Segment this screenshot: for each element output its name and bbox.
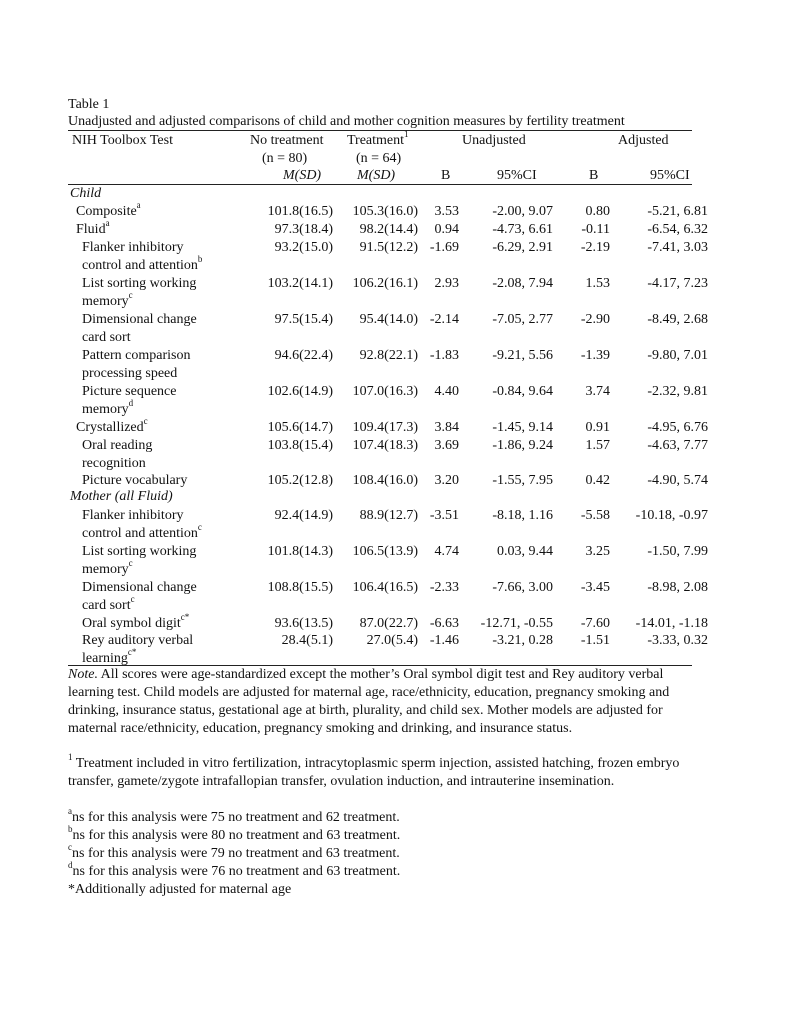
- row-label: Flanker inhibitory: [82, 508, 184, 523]
- cell-b-adjusted: 1.57: [585, 438, 610, 453]
- cell-ci-unadjusted: -6.29, 2.91: [492, 240, 553, 255]
- cell-ci-adjusted: -3.33, 0.32: [647, 633, 708, 648]
- header-no-treatment-n: (n = 80): [262, 151, 308, 166]
- cell-no-treatment: 101.8(14.3): [267, 544, 333, 559]
- section-child: Child: [70, 186, 102, 201]
- row-label-cont: processing speed: [82, 366, 178, 381]
- cell-treatment: 98.2(14.4): [359, 222, 418, 237]
- cell-b-adjusted: 3.25: [585, 544, 610, 559]
- row-label: Crystallized$^c$: [76, 416, 148, 435]
- cell-treatment: 106.2(16.1): [352, 276, 418, 291]
- header-adjusted: Adjusted: [618, 133, 669, 148]
- row-label: Rey auditory verbal: [82, 633, 194, 648]
- cell-treatment: 27.0(5.4): [366, 633, 418, 648]
- cell-treatment: 91.5(12.2): [359, 240, 418, 255]
- header-msd-2: M(SD): [357, 168, 396, 183]
- cell-ci-adjusted: -4.95, 6.76: [647, 420, 708, 435]
- cell-no-treatment: 103.2(14.1): [267, 276, 333, 291]
- cell-b-adjusted: -0.11: [581, 222, 610, 237]
- cell-ci-unadjusted: -2.00, 9.07: [492, 204, 553, 219]
- cell-ci-adjusted: -10.18, -0.97: [635, 508, 708, 523]
- cell-b-unadjusted: 3.20: [434, 473, 459, 488]
- cell-treatment: 106.5(13.9): [352, 544, 418, 559]
- row-label-cont: control and attention$^b$: [82, 254, 203, 273]
- cell-ci-adjusted: -2.32, 9.81: [647, 384, 708, 399]
- cell-no-treatment: 105.6(14.7): [267, 420, 333, 435]
- cell-b-unadjusted: -1.46: [429, 633, 459, 648]
- header-unadjusted: Unadjusted: [462, 133, 526, 148]
- table-caption: Unadjusted and adjusted comparisons of child and mother cognition measures by fertility treatment: [68, 114, 625, 129]
- footnote-d: $^d$ns for this analysis were 76 no treatment and 63 treatment.: [68, 860, 401, 879]
- cell-no-treatment: 97.5(15.4): [274, 312, 333, 327]
- top-rule: [68, 130, 692, 131]
- footnote-1: $^1$ Treatment included in vitro fertilization, intracytoplasmic sperm injection, assisted hatching, frozen embryo transfer, gamete/zygote intrafallopian transfer, ovulation induction, and intrauterine insemination.: [68, 752, 680, 789]
- table-label: Table 1: [68, 97, 110, 112]
- cell-b-unadjusted: 3.69: [434, 438, 459, 453]
- header-test: NIH Toolbox Test: [72, 133, 173, 148]
- cell-ci-adjusted: -4.63, 7.77: [647, 438, 708, 453]
- row-label: Picture sequence: [82, 384, 177, 399]
- cell-b-adjusted: -3.45: [580, 580, 610, 595]
- cell-ci-unadjusted: -1.55, 7.95: [492, 473, 553, 488]
- cell-ci-unadjusted: -7.05, 2.77: [492, 312, 553, 327]
- cell-b-adjusted: -7.60: [580, 616, 610, 631]
- section-mother: Mother (all Fluid): [70, 489, 173, 504]
- cell-ci-unadjusted: -12.71, -0.55: [480, 616, 553, 631]
- cell-b-unadjusted: 4.74: [434, 544, 459, 559]
- cell-no-treatment: 93.6(13.5): [274, 616, 333, 631]
- row-label: Dimensional change: [82, 580, 197, 595]
- cell-ci-unadjusted: -1.86, 9.24: [492, 438, 553, 453]
- cell-ci-adjusted: -8.98, 2.08: [647, 580, 708, 595]
- row-label-cont: recognition: [82, 456, 146, 471]
- row-label: List sorting working: [82, 276, 197, 291]
- cell-treatment: 107.0(16.3): [352, 384, 418, 399]
- row-label: List sorting working: [82, 544, 197, 559]
- cell-no-treatment: 97.3(18.4): [274, 222, 333, 237]
- row-label-cont: card sort$^c$: [82, 594, 135, 613]
- row-label-cont: memory$^c$: [82, 290, 133, 309]
- cell-b-adjusted: 1.53: [585, 276, 610, 291]
- row-label-cont: memory$^d$: [82, 398, 134, 417]
- header-treatment: Treatment$^1$: [347, 129, 409, 148]
- cell-ci-adjusted: -7.41, 3.03: [647, 240, 708, 255]
- cell-b-unadjusted: -1.83: [429, 348, 459, 363]
- cell-b-unadjusted: -2.14: [429, 312, 459, 327]
- header-msd-1: M(SD): [283, 168, 322, 183]
- header-ci-1: 95%CI: [497, 168, 537, 183]
- row-label: Dimensional change: [82, 312, 197, 327]
- cell-b-unadjusted: -6.63: [429, 616, 459, 631]
- cell-ci-unadjusted: -1.45, 9.14: [492, 420, 553, 435]
- cell-no-treatment: 102.6(14.9): [267, 384, 333, 399]
- row-label: Oral symbol digit$^{c*}$: [82, 612, 190, 631]
- header-b-2: B: [589, 168, 599, 183]
- row-label: Oral reading: [82, 438, 153, 453]
- cell-no-treatment: 28.4(5.1): [281, 633, 333, 648]
- row-label: Picture vocabulary: [82, 473, 188, 488]
- cell-ci-unadjusted: -4.73, 6.61: [492, 222, 553, 237]
- cell-ci-adjusted: -4.17, 7.23: [647, 276, 708, 291]
- cell-b-unadjusted: -3.51: [429, 508, 459, 523]
- cell-treatment: 87.0(22.7): [359, 616, 418, 631]
- cell-b-unadjusted: 2.93: [434, 276, 459, 291]
- cell-b-adjusted: 0.80: [585, 204, 610, 219]
- cell-b-adjusted: 0.42: [585, 473, 610, 488]
- header-treatment-n: (n = 64): [356, 151, 402, 166]
- cell-b-adjusted: -2.90: [580, 312, 610, 327]
- footnote-b: $^b$ns for this analysis were 80 no treatment and 63 treatment.: [68, 824, 401, 843]
- footnote-star: *Additionally adjusted for maternal age: [68, 882, 292, 897]
- cell-no-treatment: 94.6(22.4): [274, 348, 333, 363]
- row-label: Flanker inhibitory: [82, 240, 184, 255]
- cell-treatment: 107.4(18.3): [352, 438, 418, 453]
- footnote-c: $^c$ns for this analysis were 79 no treatment and 63 treatment.: [68, 842, 400, 861]
- row-label: Fluid$^a$: [76, 218, 110, 237]
- header-b-1: B: [441, 168, 451, 183]
- cell-b-unadjusted: 3.53: [434, 204, 459, 219]
- cell-treatment: 95.4(14.0): [359, 312, 418, 327]
- cell-ci-unadjusted: -8.18, 1.16: [492, 508, 553, 523]
- cell-treatment: 108.4(16.0): [352, 473, 418, 488]
- cell-b-adjusted: -2.19: [580, 240, 610, 255]
- cell-ci-adjusted: -1.50, 7.99: [647, 544, 708, 559]
- cell-treatment: 106.4(16.5): [352, 580, 418, 595]
- cell-ci-unadjusted: -2.08, 7.94: [492, 276, 553, 291]
- row-label-cont: memory$^c$: [82, 558, 133, 577]
- cell-b-adjusted: -1.39: [580, 348, 610, 363]
- cell-b-unadjusted: -2.33: [429, 580, 459, 595]
- cell-ci-unadjusted: -0.84, 9.64: [492, 384, 553, 399]
- row-label: Composite$^a$: [76, 200, 141, 219]
- cell-treatment: 105.3(16.0): [352, 204, 418, 219]
- cell-treatment: 92.8(22.1): [359, 348, 418, 363]
- cell-ci-unadjusted: -3.21, 0.28: [492, 633, 553, 648]
- cell-b-unadjusted: -1.69: [429, 240, 459, 255]
- cell-ci-adjusted: -9.80, 7.01: [647, 348, 708, 363]
- cell-treatment: 109.4(17.3): [352, 420, 418, 435]
- cell-ci-unadjusted: -9.21, 5.56: [492, 348, 553, 363]
- cell-ci-adjusted: -14.01, -1.18: [635, 616, 708, 631]
- cell-b-unadjusted: 3.84: [434, 420, 459, 435]
- row-label-cont: learning$^{c*}$: [82, 647, 137, 666]
- footnote-a: $^a$ns for this analysis were 75 no treatment and 62 treatment.: [68, 806, 400, 825]
- cell-ci-unadjusted: 0.03, 9.44: [497, 544, 553, 559]
- cell-ci-adjusted: -5.21, 6.81: [647, 204, 708, 219]
- cell-no-treatment: 103.8(15.4): [267, 438, 333, 453]
- cell-b-adjusted: -1.51: [580, 633, 610, 648]
- header-ci-2: 95%CI: [650, 168, 690, 183]
- row-label: Pattern comparison: [82, 348, 191, 363]
- cell-no-treatment: 92.4(14.9): [274, 508, 333, 523]
- row-label-cont: card sort: [82, 330, 131, 345]
- cell-b-unadjusted: 4.40: [434, 384, 459, 399]
- header-rule: [68, 184, 692, 185]
- cell-ci-unadjusted: -7.66, 3.00: [492, 580, 553, 595]
- cell-b-unadjusted: 0.94: [434, 222, 459, 237]
- cell-b-adjusted: -5.58: [580, 508, 610, 523]
- cell-no-treatment: 93.2(15.0): [274, 240, 333, 255]
- cell-ci-adjusted: -4.90, 5.74: [647, 473, 708, 488]
- header-no-treatment: No treatment: [250, 133, 324, 148]
- cell-no-treatment: 108.8(15.5): [267, 580, 333, 595]
- cell-no-treatment: 101.8(16.5): [267, 204, 333, 219]
- table-note: Note. All scores were age-standardized except the mother’s Oral symbol digit test and Rey auditory verbal learning test. Child models are adjusted for maternal age, race/ethnicity, education, pregnancy smoking and drinking, insurance status, gestational age at birth, plurality, and child sex. Mother models are adjusted for maternal race/ethnicity, education, pregnancy smoking and drinking, and insurance status.: [68, 667, 670, 736]
- cell-no-treatment: 105.2(12.8): [267, 473, 333, 488]
- row-label-cont: control and attention$^c$: [82, 522, 202, 541]
- cell-b-adjusted: 3.74: [585, 384, 610, 399]
- cell-ci-adjusted: -8.49, 2.68: [647, 312, 708, 327]
- cell-treatment: 88.9(12.7): [359, 508, 418, 523]
- cell-ci-adjusted: -6.54, 6.32: [647, 222, 708, 237]
- cell-b-adjusted: 0.91: [585, 420, 610, 435]
